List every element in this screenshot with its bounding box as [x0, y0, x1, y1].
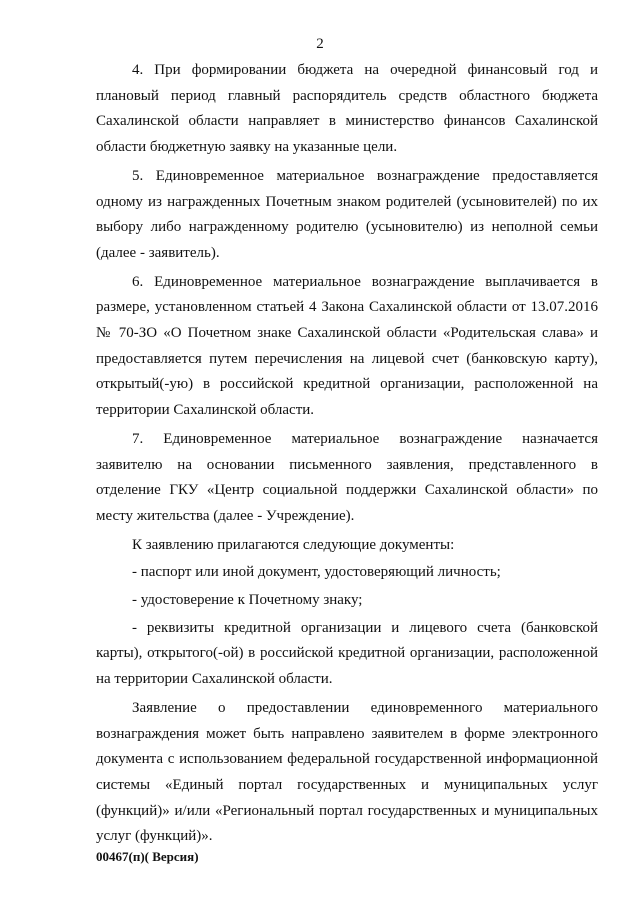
documents-intro: К заявлению прилагаются следующие документы:: [132, 536, 455, 553]
paragraph-5: 5. Единовременное материальное вознаграждение предоставляется одному из награжденных Почетным знаком родителей (усыновителей) по их выбору либо награжденному родителю (усыновителю) из неполной семьи (далее - заявитель).: [96, 167, 598, 261]
paragraph-4: 4. При формировании бюджета на очередной финансовый год и плановый период главный распорядитель средств областного бюджета Сахалинской области направляет в министерство финансов Сахалинской области бюджетную заявку на указанные цели.: [96, 62, 598, 156]
document-body: [96, 58, 598, 850]
paragraph-7: 7. Единовременное материальное вознаграждение назначается заявителю на основании письменного заявления, представленного в отделение ГКУ «Центр социальной поддержки Сахалинской области» по месту жительства (далее - Учреждение).: [96, 430, 598, 524]
document-item-bank-details: - реквизиты кредитной организации и лицевого счета (банковской карты), открытого(-ой) в российской кредитной организации, расположенной на территории Сахалинской области.: [96, 619, 598, 688]
page-number: 2: [316, 36, 324, 52]
paragraph-6: 6. Единовременное материальное вознаграждение выплачивается в размере, установленном статьей 4 Закона Сахалинской области от 13.07.2016 № 70-ЗО «О Почетном знаке Сахалинской области «Родительская слава» и предоставляется путем перечисления на лицевой счет (банковскую карту), открытый(-ую) в российской кредитной организации, расположенной на территории Сахалинской области.: [96, 273, 598, 419]
paragraph-electronic-application: Заявление о предоставлении единовременного материального вознаграждения может быть направлено заявителем в форме электронного документа с использованием федеральной государственной информационной системы «Единый портал государственных и муниципальных услуг (функций)» и/или «Региональный портал государственных и муниципальных услуг (функций)».: [96, 699, 598, 845]
document-item-certificate: - удостоверение к Почетному знаку;: [132, 592, 363, 609]
document-footer-code: 00467(п)( Версия): [96, 849, 199, 864]
document-item-passport: - паспорт или иной документ, удостоверяющий личность;: [132, 564, 501, 581]
